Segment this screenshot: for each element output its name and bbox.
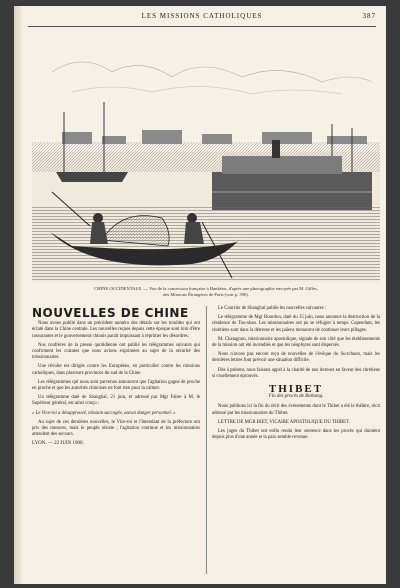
running-title: LES MISSIONS CATHOLIQUES — [141, 12, 263, 20]
paragraph: Les télégrammes qui nous sont parvenus annoncent que l'agitation gagne de proche en proche et que les autorités chinoises ne font rien pour la calmer. — [32, 379, 200, 392]
newspaper-page — [14, 6, 386, 584]
right-column — [212, 306, 380, 444]
paragraph: Nous publions ici la fin du récit des événements dont le Thibet a été le théâtre, récit adressé par les missionnaires du Thibet. — [212, 404, 380, 416]
left-column — [32, 306, 200, 450]
paragraph: Le télégramme de Mgr Bourdon, daté du 15 juin, nous annonce la destruction de la résidence de Tou-shan. Les missionnaires ont pu se réfugier à temps. Cependant, les chrétiens sont dans la détresse et les païens menacent de continuer leurs pillages. — [212, 315, 380, 333]
paragraph: Nous avons publié dans un précédent numéro des détails sur les troubles qui ont éclaté dans la Chine centrale. Les nouvelles reçues depuis cette époque sont loin d'être rassurantes et le gouvernement chinois paraît impuissant à réprimer les désordres. — [32, 321, 200, 339]
column-divider — [206, 306, 207, 574]
section-title-tibet: THIBET — [268, 383, 324, 396]
illustration-caption — [32, 286, 380, 298]
telegram-quote: « Le Vice-roi a désapprouvé, mission saccagée, aucun danger personnel. » — [32, 410, 176, 416]
article-title: NOUVELLES DE CHINE — [32, 306, 189, 320]
paragraph: Au sujet de ces dernières nouvelles, le Vice-roi et l'intendant de la préfecture ont pris des mesures, mais le peuple résiste ; l'agitation continue et les missionnaires attendent des secours. — [32, 419, 200, 438]
dateline: LYON. — 22 JUIN 1900. — [32, 441, 84, 447]
section-subtitle: Fin des procès de Bathang. — [268, 394, 324, 400]
engraving-illustration — [32, 32, 380, 282]
page-edge — [14, 6, 22, 584]
paragraph: Le Courrier de Shanghaï publie les nouvelles suivantes : — [218, 306, 327, 311]
paragraph: Les juges du Thibet ont enfin rendu leur sentence dans les procès qui duraient depuis plus d'une année et la paix semble revenue. — [212, 429, 380, 441]
paragraph: Nos confrères de la presse quotidienne ont publié les télégrammes suivants qui confirment les craintes que nous avions exprimées au sujet de la sécurité des missionnaires. — [32, 342, 200, 361]
caption-line: CHINE OCCIDENTALE. — Vue de la concession française à Hankéou, d'après une photographie envoyée par M. Gilles, — [94, 286, 318, 291]
paragraph: Une révolte est dirigée contre les Européens, en particulier contre les missions catholiques, dans plusieurs provinces du sud de la Chine. — [32, 364, 200, 376]
page-header — [28, 12, 376, 26]
paragraph: M. Chatagnon, missionnaire apostolique, signale de son côté que les établissements de la mission ont été incendiés et que les néophytes sont dispersés. — [212, 336, 380, 349]
paragraph: Nous n'avons pas encore reçu de nouvelles de l'évêque du Su-tchuen, mais les dernières lettres font prévoir une situation difficile. — [212, 352, 380, 364]
paragraph: Dès à présent, nous faisons appel à la charité de nos lecteurs en faveur des chrétiens si cruellement éprouvés. — [212, 367, 380, 379]
caption-line: des Missions Étrangères de Paris (voir p. 390). — [163, 292, 249, 297]
article-columns — [32, 306, 380, 576]
page-number: 387 — [362, 12, 376, 20]
paragraph: LETTRE DE MGR BIET, VICAIRE APOSTOLIQUE DU THIBET. — [218, 419, 350, 425]
paragraph: Un télégramme daté de Shanghaï, 21 juin, et adressé par Mgr Fabre à M. le Supérieur général, est ainsi conçu : — [32, 395, 200, 407]
header-rule — [28, 26, 376, 27]
river-water — [32, 207, 380, 282]
